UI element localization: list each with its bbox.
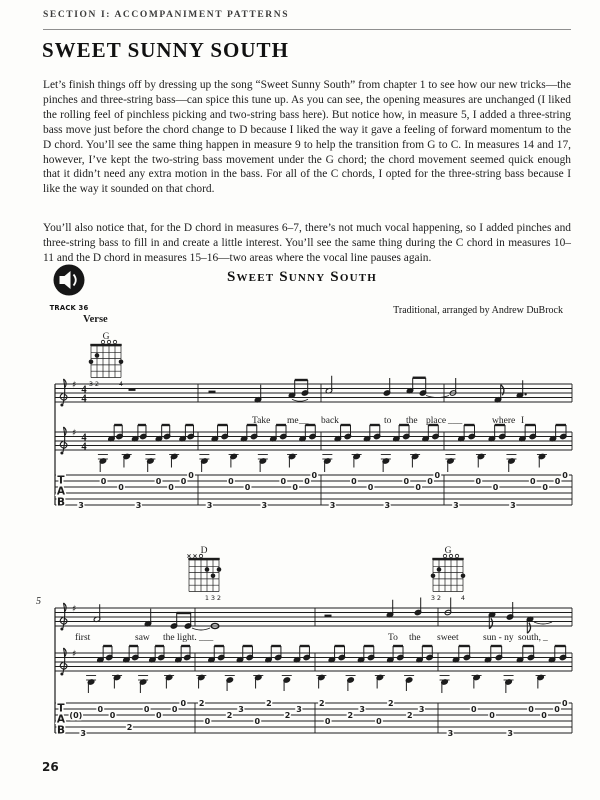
svg-text:light.: light. [177,633,197,643]
svg-text:___: ___ [448,416,463,426]
measure-number: 5 [36,596,41,607]
svg-text:I: I [521,416,525,426]
svg-text:3: 3 [507,728,513,738]
score-title: Sweet Sunny South [226,269,378,285]
svg-text:0: 0 [143,704,150,714]
svg-text:0: 0 [562,470,568,480]
page-title: SWEET SUNNY SOUTH [42,38,289,62]
svg-text:3: 3 [78,500,84,510]
svg-text:3: 3 [80,728,86,738]
header-rule [43,29,571,30]
svg-text:D: D [200,546,208,556]
svg-text:2: 2 [216,594,222,602]
svg-text:to: to [384,416,392,426]
music-system-1 [40,368,575,538]
svg-text:2: 2 [436,594,442,602]
svg-text:0: 0 [118,482,124,492]
svg-text:2: 2 [347,710,354,720]
svg-text:3: 3 [510,500,516,510]
svg-text:T: T [57,702,65,715]
svg-text:0: 0 [554,704,560,714]
svg-text:0: 0 [562,698,568,708]
svg-text:___: ___ [199,633,214,643]
svg-text:3: 3 [135,500,142,510]
paragraph-1: Let’s finish things off by dressing up the song “Sweet Sunny South” from chapter 1 to see how our new tricks—the pinches and three-string bass—can spice this tune up. As you can see, the opening measures are unchanged (I liked the rolling feel of pinchless picking and two-string bass here). But notice how, in measure 5, I added a three-string bass move just before the chord change to D because I liked the way it gave a feeling of forward momentum to the D chord. You’ll see the same thing happen in measure 9 to help the transition from G to C. In measures 14 and 17, however, I’ve kept the two-string bass movement under the G chord; the chord movement seemed quick enough that it didn’t need any extra motion in the bass. For all of the C chords, I opted for the three-string bass because I like the way it sounded on that chord. [43,79,571,196]
svg-text:3: 3 [430,594,436,602]
svg-text:♯: ♯ [72,428,77,439]
svg-text:(0): (0) [69,710,83,720]
svg-text:4: 4 [81,441,87,453]
svg-text:3: 3 [261,500,268,510]
svg-text:3: 3 [88,380,94,388]
svg-text:2: 2 [284,710,291,720]
svg-text:3: 3 [418,704,425,714]
svg-text:3: 3 [329,500,336,510]
svg-text:3: 3 [447,728,454,738]
svg-text:0: 0 [254,716,261,726]
music-system-2 [40,593,575,758]
svg-text:0: 0 [427,476,433,486]
svg-text:4: 4 [81,393,87,405]
svg-text:0: 0 [280,476,287,486]
svg-text:__: __ [299,416,309,426]
svg-text:3: 3 [296,704,302,714]
svg-text:the: the [163,633,175,643]
svg-text:south,: south, [518,633,541,643]
svg-text:0: 0 [376,716,382,726]
svg-text:0: 0 [415,482,421,492]
svg-text:0: 0 [367,482,374,492]
svg-text:T: T [57,474,65,487]
svg-text:me: me [287,416,299,426]
svg-text:0: 0 [109,710,116,720]
svg-text:0: 0 [228,476,234,486]
svg-text:3: 3 [210,594,216,602]
svg-text:3: 3 [384,500,391,510]
svg-text:0: 0 [492,482,499,492]
paragraph-2: You’ll also notice that, for the D chord in measures 6–7, there’s not much vocal happening, so I added pinches and three-string bass to fill in and create a little interest. You’ll see the same thing during the C chord in measures 10–11 and the D chord in measures 15–16—two areas where the vocal line pauses again. [43,222,571,264]
svg-text:sweet: sweet [437,633,459,643]
svg-text:3: 3 [453,500,459,510]
svg-text:4: 4 [460,594,466,602]
svg-text:To: To [388,633,398,643]
svg-text:0: 0 [155,476,162,486]
svg-text:0: 0 [168,482,174,492]
svg-text:0: 0 [475,476,482,486]
svg-text:2: 2 [226,710,233,720]
svg-text:0: 0 [304,476,310,486]
svg-text:3: 3 [359,704,366,714]
svg-text:the: the [409,633,421,643]
svg-text:0: 0 [311,470,318,480]
svg-text:_: _ [543,633,548,643]
svg-text:first: first [75,633,91,643]
verse-label: Verse [83,314,108,325]
svg-text:0: 0 [351,476,357,486]
svg-text:0: 0 [471,704,477,714]
svg-text:the: the [406,416,418,426]
svg-text:G: G [444,546,452,556]
svg-text:0: 0 [180,698,187,708]
section-header: SECTION I: ACCOMPANIMENT PATTERNS [43,10,290,20]
svg-text:0: 0 [530,476,536,486]
svg-text:♯: ♯ [72,380,77,391]
svg-text:0: 0 [489,710,495,720]
svg-text:2: 2 [126,722,133,732]
svg-text:1: 1 [204,594,210,602]
svg-text:A: A [56,713,66,726]
score-credit: Traditional, arranged by Andrew DuBrock [393,305,563,316]
svg-text:0: 0 [156,710,162,720]
svg-text:0: 0 [292,482,298,492]
svg-text:0: 0 [434,470,441,480]
svg-text:4: 4 [81,384,87,396]
page-number: 26 [42,760,59,774]
svg-text:0: 0 [403,476,410,486]
svg-text:0: 0 [528,704,534,714]
svg-text:B: B [56,496,66,509]
svg-text:3: 3 [238,704,244,714]
svg-text:2: 2 [318,698,325,708]
svg-text:place: place [426,416,447,426]
svg-text:♯: ♯ [72,649,77,660]
svg-text:0: 0 [204,716,211,726]
svg-text:0: 0 [171,704,178,714]
svg-text:Take: Take [252,416,271,426]
track-label: TRACK 36 [49,304,89,312]
svg-text:3: 3 [206,500,213,510]
svg-text:0: 0 [542,482,548,492]
svg-text:0: 0 [324,716,331,726]
svg-text:A: A [56,485,66,498]
svg-text:G: G [102,332,110,342]
svg-text:sun - ny: sun - ny [483,633,514,643]
svg-text:saw: saw [135,633,150,643]
svg-text:0: 0 [100,476,107,486]
svg-text:0: 0 [554,476,561,486]
svg-text:2: 2 [387,698,394,708]
svg-text:B: B [56,724,66,737]
svg-text:0: 0 [97,704,104,714]
svg-text:0: 0 [188,470,194,480]
svg-text:♯: ♯ [72,604,77,615]
svg-text:2: 2 [94,380,100,388]
svg-text:4: 4 [81,432,87,444]
svg-text:2: 2 [198,698,205,708]
svg-text:back: back [321,416,339,426]
svg-text:2: 2 [407,710,413,720]
svg-text:0: 0 [244,482,251,492]
svg-text:2: 2 [266,698,272,708]
svg-text:0: 0 [180,476,187,486]
svg-text:4: 4 [118,380,124,388]
svg-text:0: 0 [541,710,547,720]
svg-text:where: where [492,416,516,426]
